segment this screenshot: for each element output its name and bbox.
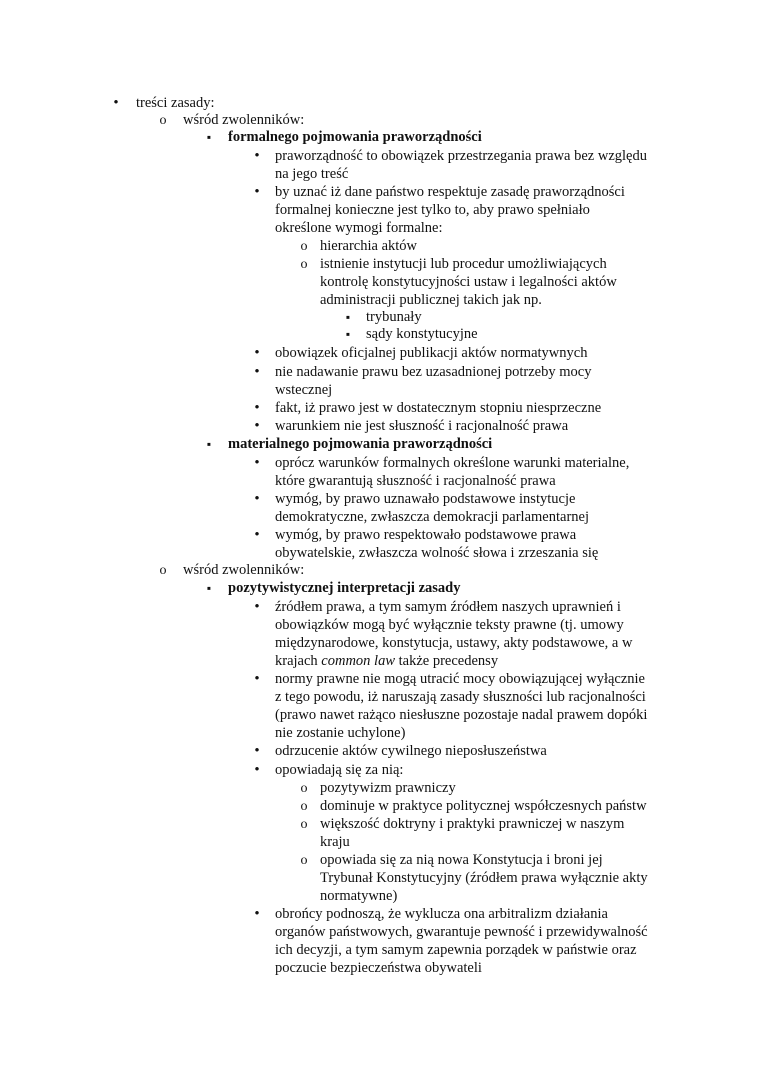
list-item: hierarchia aktów [320,238,418,254]
list-item: fakt, iż prawo jest w dostatecznym stopniu niesprzeczne [275,400,602,416]
list-item-line: administracji publicznej takich jak np. [320,292,542,308]
text-run: także precedensy [395,653,499,669]
list-item-line: międzynarodowe, konstytucja, ustawy, akty podstawowe, a w [275,635,633,651]
list-item-line: kraju [320,834,350,850]
list-item: trybunały [366,309,422,325]
section-heading: formalnego pojmowania praworządności [228,129,482,145]
list-item-line: istnienie instytucji lub procedur umożliwiających [320,256,607,272]
list-item: pozytywizm prawniczy [320,780,456,796]
list-item: opowiadają się za nią: [275,762,404,778]
bullet-square-icon [202,579,216,597]
list-item-line: opowiada się za nią nowa Konstytucja i broni jej [320,852,603,868]
bullet-dot-icon [250,147,264,165]
bullet-dot-icon [250,454,264,472]
list-item: dominuje w praktyce politycznej współczesnych państw [320,798,647,814]
bullet-circle-icon [297,797,311,815]
list-item-line: z tego powodu, iż naruszają zasady słuszności lub racjonalności [275,689,646,705]
list-item-line: kontrolę konstytucyjności ustaw i legalności aktów [320,274,617,290]
list-item-line: normy prawne nie mogą utracić mocy obowiązującej wyłącznie [275,671,645,687]
bullet-dot-icon [250,670,264,688]
list-item-line: formalnej konieczne jest tylko to, aby prawo spełniało [275,202,590,218]
bullet-circle-icon [297,779,311,797]
list-item: warunkiem nie jest słuszność i racjonalność prawa [275,418,569,434]
list-item-line: nie zostanie uchylone) [275,725,406,741]
list-item-line: oprócz warunków formalnych określone warunki materialne, [275,455,630,471]
bullet-dot-icon [250,905,264,923]
bullet-circle-icon [297,815,311,833]
list-item: wśród zwolenników: [183,112,305,128]
list-item-line: normatywne) [320,888,398,904]
bullet-dot-icon [250,526,264,544]
list-item: sądy konstytucyjne [366,326,478,342]
bullet-square-icon [341,325,355,343]
bullet-dot-icon [250,344,264,362]
text-run: krajach [275,653,322,669]
bullet-dot-icon [250,761,264,779]
bullet-circle-icon [156,561,170,579]
list-item-line: określone wymogi formalne: [275,220,443,236]
list-item-line: na jego treść [275,166,349,182]
list-item-line: praworządność to obowiązek przestrzegania prawa bez względu [275,148,647,164]
list-item-line: (prawo nawet rażąco niesłuszne pozostaje nadal prawem dopóki [275,707,648,723]
list-item-line: obywatelskie, zwłaszcza wolność słowa i zrzeszania się [275,545,599,561]
bullet-square-icon [202,128,216,146]
section-heading: pozytywistycznej interpretacji zasady [228,580,461,596]
list-item-line: demokratyczne, zwłaszcza demokracji parlamentarnej [275,509,589,525]
bullet-dot-icon [250,417,264,435]
list-item-line: większość doktryny i praktyki prawniczej w naszym [320,816,625,832]
list-item: odrzucenie aktów cywilnego nieposłuszeństwa [275,743,547,759]
section-heading: materialnego pojmowania praworządności [228,436,493,452]
list-item-line: źródłem prawa, a tym samym źródłem naszych uprawnień i [275,599,621,615]
list-item-line: nie nadawanie prawu bez uzasadnionej potrzeby mocy [275,364,592,380]
list-item-line: które gwarantują słuszność i racjonalność prawa [275,473,556,489]
bullet-dot-icon [250,399,264,417]
bullet-circle-icon [297,851,311,869]
bullet-dot-icon [250,490,264,508]
list-item-line: wymóg, by prawo uznawało podstawowe instytucje [275,491,576,507]
bullet-dot-icon [250,363,264,381]
list-item: treści zasady: [136,95,215,111]
list-item: wśród zwolenników: [183,562,305,578]
list-item-line: wstecznej [275,382,333,398]
bullet-circle-icon [156,111,170,129]
list-item-line: poczucie bezpieczeństwa obywateli [275,960,482,976]
bullet-circle-icon [297,237,311,255]
list-item-line: wymóg, by prawo respektowało podstawowe prawa [275,527,577,543]
list-item-line: by uznać iż dane państwo respektuje zasadę praworządności [275,184,625,200]
bullet-square-icon [341,308,355,326]
list-item-line: obrońcy podnoszą, że wyklucza ona arbitralizm działania [275,906,608,922]
bullet-square-icon [202,435,216,453]
list-item: obowiązek oficjalnej publikacji aktów normatywnych [275,345,588,361]
list-item-line: obowiązków mogą być wyłącznie teksty prawne (tj. umowy [275,617,624,633]
list-item-line: Trybunał Konstytucyjny (źródłem prawa wyłącznie akty [320,870,648,886]
list-item-line: organów państwowych, gwarantuje pewność i przewidywalność [275,924,648,940]
italic-term: common law [321,653,396,669]
list-item-line: ich decyzji, a tym samym zapewnia porządek w państwie oraz [275,942,637,958]
bullet-dot-icon [250,183,264,201]
list-item-line [275,652,498,670]
bullet-dot-icon [250,598,264,616]
bullet-dot-icon [109,94,123,112]
bullet-dot-icon [250,742,264,760]
bullet-circle-icon [297,255,311,273]
